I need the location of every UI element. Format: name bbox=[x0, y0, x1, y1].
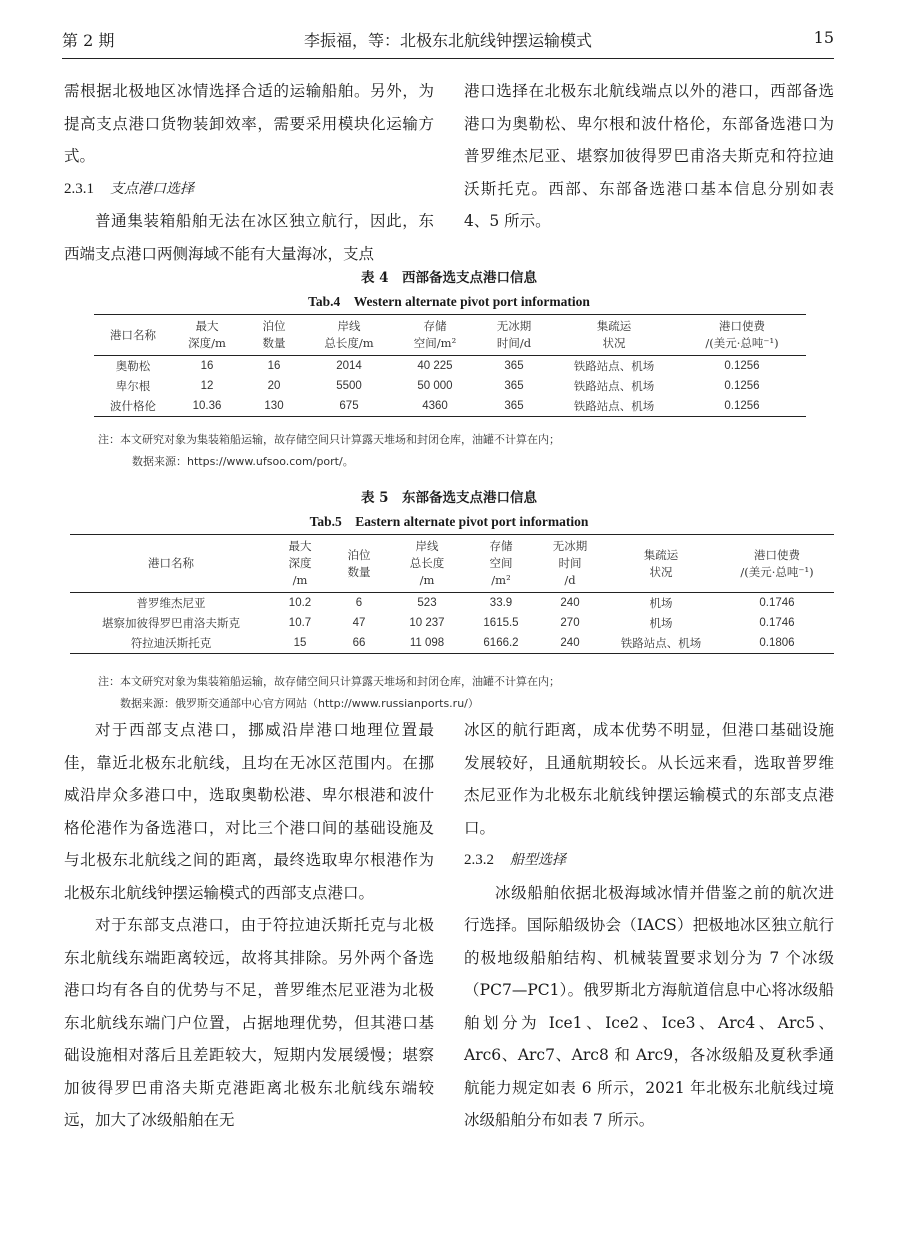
cell: 20 bbox=[267, 380, 281, 392]
col-header: 无冰期 时间 /d bbox=[552, 539, 588, 587]
cell: 16 bbox=[200, 360, 214, 372]
header-rule bbox=[62, 58, 834, 59]
table-row bbox=[94, 356, 806, 377]
cell: 机场 bbox=[649, 616, 673, 630]
running-header bbox=[62, 26, 834, 56]
col-header: 港口使费 /(美元·总吨⁻¹) bbox=[705, 319, 779, 350]
cell: 240 bbox=[560, 637, 580, 649]
table-row bbox=[70, 613, 834, 633]
cell: 6 bbox=[355, 597, 363, 609]
table-row bbox=[70, 593, 834, 614]
table-header-row bbox=[94, 315, 806, 356]
cell: 270 bbox=[560, 617, 580, 629]
cell: 4360 bbox=[422, 400, 448, 412]
section-title: 支点港口选择 bbox=[110, 180, 194, 197]
cell: 1615.5 bbox=[483, 617, 519, 629]
cell: 机场 bbox=[649, 596, 673, 610]
cell: 0.1746 bbox=[759, 597, 795, 609]
table5-caption-zh: 表 5 东部备选支点港口信息 bbox=[360, 490, 538, 506]
top-left-column bbox=[64, 75, 434, 270]
cell: 铁路站点、机场 bbox=[573, 399, 655, 413]
col-header: 泊位 数量 bbox=[262, 319, 286, 350]
cell: 66 bbox=[352, 637, 366, 649]
cell: 2014 bbox=[336, 360, 362, 372]
table4-source: 数据来源：https://www.ufsoo.com/port/。 bbox=[132, 455, 354, 468]
paragraph: 对于西部支点港口，挪威沿岸港口地理位置最佳，靠近北极东北航线，且均在无冰区范围内。在挪威沿岸众多港口中，选取奥勒松港、卑尔根港和波什格伦港作为备选港口，对比三个港口间的基础设施及与北极东北航线之间的距离，最终选取卑尔根港作为北极东北航线钟摆运输模式的西部支点港口。 bbox=[64, 721, 434, 902]
col-header: 集疏运 状况 bbox=[643, 547, 679, 579]
section-number: 2.3.1 bbox=[64, 180, 94, 197]
cell: 12 bbox=[200, 380, 214, 392]
issue-number: 第 2 期 bbox=[62, 31, 115, 50]
table5-note: 注：本文研究对象为集装箱船运输，故存储空间只计算露天堆场和封闭仓库，油罐不计算在内； bbox=[98, 675, 560, 688]
table4-caption-zh: 表 4 西部备选支点港口信息 bbox=[360, 270, 538, 286]
cell: 11 098 bbox=[409, 637, 445, 649]
cell: 10.7 bbox=[288, 617, 312, 629]
cell: 6166.2 bbox=[483, 637, 519, 649]
cell: 365 bbox=[504, 380, 524, 392]
paragraph: 需根据北极地区冰情选择合适的运输船舶。另外，为提高支点港口货物装卸效率，需要采用模块化运输方式。 bbox=[64, 82, 434, 165]
cell: 33.9 bbox=[489, 597, 513, 609]
cell: 0.1256 bbox=[724, 400, 760, 412]
cell: 符拉迪沃斯托克 bbox=[130, 636, 212, 650]
table4 bbox=[94, 314, 806, 417]
col-header: 存储 空间/m² bbox=[413, 319, 457, 350]
cell: 16 bbox=[267, 360, 281, 372]
cell: 50 000 bbox=[417, 380, 453, 392]
cell: 0.1256 bbox=[724, 360, 760, 372]
table5 bbox=[70, 534, 834, 654]
col-header: 无冰期 时间/d bbox=[496, 319, 532, 350]
cell: 奥勒松 bbox=[115, 359, 151, 373]
table5-caption-en: Tab.5 Eastern alternate pivot port information bbox=[309, 514, 589, 529]
bottom-left-column bbox=[64, 714, 434, 1137]
cell: 5500 bbox=[336, 380, 362, 392]
cell: 铁路站点、机场 bbox=[620, 636, 702, 650]
top-right-column bbox=[464, 75, 834, 238]
cell: 10.36 bbox=[192, 400, 222, 412]
table5-source: 数据来源：俄罗斯交通部中心官方网站（http://www.russianports.ru/） bbox=[120, 697, 479, 710]
cell: 堪察加彼得罗巴甫洛夫斯克 bbox=[102, 616, 240, 630]
col-header: 港口名称 bbox=[110, 327, 156, 342]
col-header: 集疏运 状况 bbox=[596, 319, 632, 350]
paragraph: 冰级船舶依据北极海域冰情并借鉴之前的航次进行选择。国际船级协会（IACS）把极地冰区独立航行的极地级船舶结构、机械装置要求划分为 7 个冰级（PC7—PC1）。俄罗斯北方海航道信息中心将冰级船舶划分为 Ice1、Ice2、Ice3、Arc4、Arc5、Arc6、Arc7、Arc8 和 Arc9，各冰级船及夏秋季通航能力规定如表 6 所示，2021 年北极东北航线过境冰级船舶分布如表 7 所示。 bbox=[464, 883, 834, 1129]
running-title: 李振福，等：北极东北航线钟摆运输模式 bbox=[303, 31, 592, 50]
table-row bbox=[70, 633, 834, 654]
bottom-right-column bbox=[464, 714, 834, 1137]
col-header: 最大 深度 /m bbox=[288, 539, 312, 587]
cell: 0.1806 bbox=[759, 637, 795, 649]
cell: 675 bbox=[339, 400, 359, 412]
table4-note: 注：本文研究对象为集装箱船运输，故存储空间只计算露天堆场和封闭仓库，油罐不计算在内； bbox=[98, 433, 560, 446]
cell: 波什格伦 bbox=[110, 399, 156, 413]
cell: 10.2 bbox=[288, 597, 312, 609]
paragraph: 对于东部支点港口，由于符拉迪沃斯托克与北极东北航线东端距离较远，故将其排除。另外两个备选港口均有各自的优势与不足，普罗维杰尼亚港为北极东北航线东端门户位置，占据地理优势，但其港口基础设施相对落后且差距较大，短期内发展缓慢；堪察加彼得罗巴甫洛夫斯克港距离北极东北航线东端较远，加大了冰级船舶在无 bbox=[64, 916, 434, 1129]
cell: 47 bbox=[352, 617, 366, 629]
cell: 365 bbox=[504, 400, 524, 412]
paragraph: 港口选择在北极东北航线端点以外的港口，西部备选港口为奥勒松、卑尔根和波什格伦，东部备选港口为普罗维杰尼亚、堪察加彼得罗巴甫洛夫斯克和符拉迪沃斯托克。西部、东部备选港口基本信息分别如表 4、5 所示。 bbox=[464, 82, 834, 230]
col-header: 存储 空间 /m² bbox=[489, 539, 513, 587]
cell: 15 bbox=[293, 637, 307, 649]
table-row bbox=[94, 376, 806, 396]
cell: 0.1746 bbox=[759, 617, 795, 629]
col-header: 港口名称 bbox=[148, 556, 194, 570]
cell: 523 bbox=[417, 597, 437, 609]
cell: 普罗维杰尼亚 bbox=[136, 596, 206, 610]
cell: 铁路站点、机场 bbox=[573, 359, 655, 373]
col-header: 最大 深度/m bbox=[188, 319, 226, 350]
cell: 铁路站点、机场 bbox=[573, 379, 655, 393]
paragraph: 冰区的航行距离，成本优势不明显，但港口基础设施发展较好，且通航期较长。从长远来看，选取普罗维杰尼亚作为北极东北航线钟摆运输模式的东部支点港口。 bbox=[464, 721, 834, 837]
table-header-row bbox=[70, 535, 834, 593]
paragraph: 普通集装箱船舶无法在冰区独立航行，因此，东西端支点港口两侧海域不能有大量海冰，支点 bbox=[64, 212, 434, 263]
section-number: 2.3.2 bbox=[464, 852, 494, 868]
col-header: 岸线 总长度/m bbox=[324, 319, 374, 350]
cell: 130 bbox=[264, 400, 284, 412]
col-header: 港口使费 /(美元·总吨⁻¹) bbox=[740, 547, 814, 579]
table4-caption-en: Tab.4 Western alternate pivot port information bbox=[308, 294, 590, 309]
cell: 40 225 bbox=[417, 360, 453, 372]
section-heading-2-3-1 bbox=[64, 173, 434, 206]
cell: 240 bbox=[560, 597, 580, 609]
cell: 365 bbox=[504, 360, 524, 372]
cell: 10 237 bbox=[409, 617, 445, 629]
section-title: 船型选择 bbox=[510, 852, 566, 868]
col-header: 泊位 数量 bbox=[347, 547, 371, 579]
cell: 0.1256 bbox=[724, 380, 760, 392]
page-number: 15 bbox=[813, 28, 834, 47]
col-header: 岸线 总长度 /m bbox=[409, 539, 445, 587]
section-heading-2-3-2 bbox=[464, 844, 834, 877]
cell: 卑尔根 bbox=[115, 379, 151, 393]
table-row bbox=[94, 396, 806, 417]
